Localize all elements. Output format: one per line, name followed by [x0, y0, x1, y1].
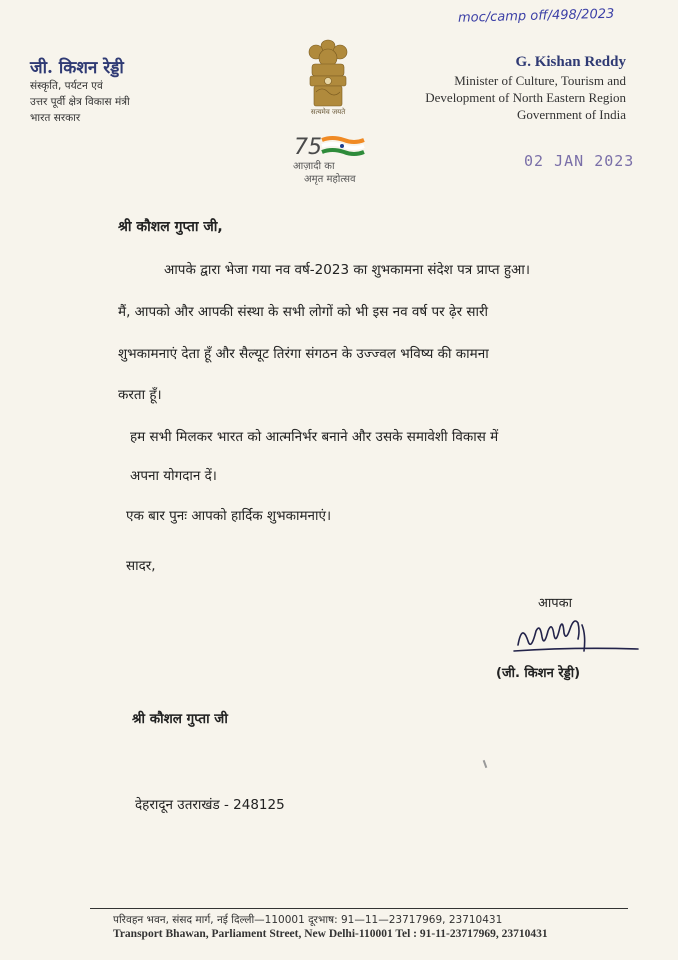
date-stamp: 02 JAN 2023 — [524, 152, 635, 170]
salutation: श्री कौशल गुप्ता जी, — [118, 219, 223, 235]
handwritten-signature — [512, 615, 642, 659]
designation-hindi-line-3: भारत सरकार — [30, 112, 81, 124]
letterhead-hindi — [30, 58, 220, 126]
sign-off: आपका — [538, 596, 573, 611]
designation-english-line-3: Government of India — [516, 107, 626, 122]
minister-name-hindi: जी. किशन रेड्डी — [30, 58, 124, 78]
azadi-text-line-2: अमृत महोत्सव — [304, 174, 356, 185]
recipient-name: श्री कौशल गुप्ता जी — [132, 711, 228, 727]
national-emblem-icon — [302, 36, 354, 118]
svg-text:75: 75 — [294, 135, 322, 160]
body-paragraph-1: आपके द्वारा भेजा गया नव वर्ष-2023 का शुभकामना संदेश पत्र प्राप्त हुआ। — [164, 262, 530, 278]
recipient-address: देहरादून उतराखंड - 248125 — [135, 797, 285, 813]
footer-address-hindi: परिवहन भवन, संसद मार्ग, नई दिल्ली—110001 दूरभाष: 91—11—23717969, 23710431 — [113, 914, 503, 926]
footer-address-english: Transport Bhawan, Parliament Street, New Delhi-110001 Tel : 91-11-23717969, 23710431 — [113, 928, 548, 940]
designation-english-line-1: Minister of Culture, Tourism and — [454, 73, 626, 88]
handwritten-reference-note: moc/camp off/498/2023 — [457, 6, 615, 26]
body-paragraph-2-line-1: मैं, आपको और आपकी संस्था के सभी लोगों को भी इस नव वर्ष पर ढ़ेर सारी — [118, 304, 489, 320]
body-paragraph-4: एक बार पुनः आपको हार्दिक शुभकामनाएं। — [126, 508, 332, 524]
minister-name-english: G. Kishan Reddy — [515, 54, 626, 70]
stray-mark — [483, 760, 488, 768]
designation-hindi-line-1: संस्कृति, पर्यटन एवं — [30, 80, 103, 92]
body-paragraph-2-line-2: शुभकामनाएं देता हूँ और सैल्यूट तिरंगा संगठन के उज्ज्वल भविष्य की कामना — [118, 346, 489, 362]
body-paragraph-3-line-2: अपना योगदान दें। — [130, 468, 217, 484]
body-paragraph-2-line-3: करता हूँ। — [118, 387, 162, 403]
designation-hindi-line-2: उत्तर पूर्वी क्षेत्र विकास मंत्री — [30, 96, 130, 108]
emblem-motto: सत्यमेव जयते — [310, 108, 346, 116]
letterhead-english — [366, 52, 626, 123]
footer-divider — [90, 908, 628, 909]
closing-regards: सादर, — [126, 558, 156, 574]
azadi-text-line-1: आज़ादी का — [293, 161, 335, 172]
designation-english-line-2: Development of North Eastern Region — [425, 90, 626, 105]
signatory-name: (जी. किशन रेड्डी) — [496, 666, 581, 681]
body-paragraph-3-line-1: हम सभी मिलकर भारत को आत्मनिर्भर बनाने और उसके समावेशी विकास में — [130, 429, 499, 445]
